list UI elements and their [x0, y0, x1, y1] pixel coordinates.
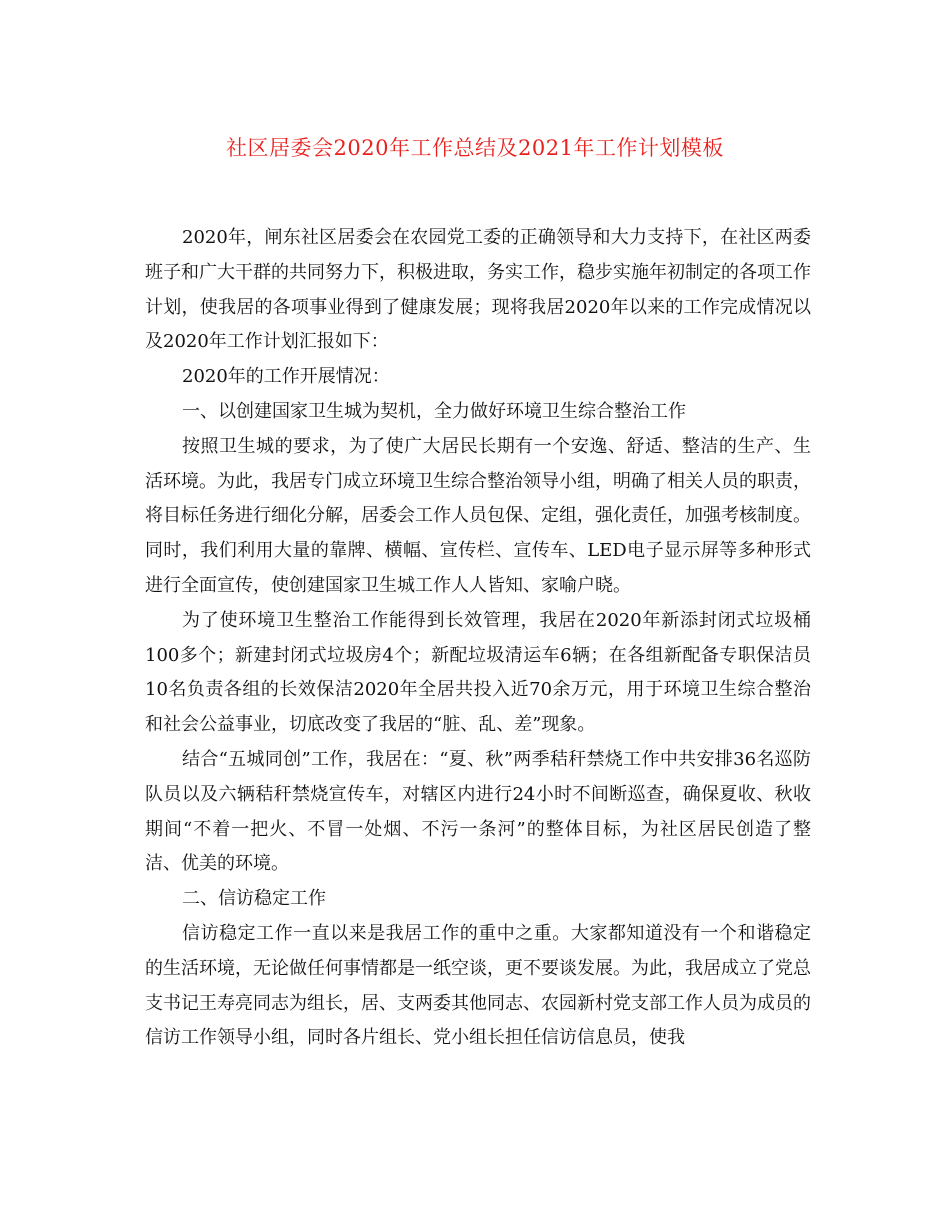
document-body	[145, 221, 811, 1056]
paragraph-work-status: 2020年的工作开展情况：	[182, 366, 390, 388]
document-title: 社区居委会2020年工作总结及2021年工作计划模板	[226, 136, 724, 160]
section-heading-sanitation: 一、以创建国家卫生城为契机，全力做好环境卫生综合整治工作	[182, 400, 686, 422]
paragraph-petition-stability: 信访稳定工作一直以来是我居工作的重中之重。大家都知道没有一个和谐稳定的生活环境，无论做任何事情都是一纸空谈，更不要谈发展。为此，我居成立了党总支书记王寿亮同志为组长，居、支两委其他同志、农园新村党支部工作人员为成员的信访工作领导小组，同时各片组长、党小组长担任信访信息员，使我	[145, 922, 811, 1049]
paragraph-intro: 2020年，闸东社区居委会在农园党工委的正确领导和大力支持下，在社区两委班子和广大干群的共同努力下，积极进取，务实工作，稳步实施年初制定的各项工作计划，使我居的各项事业得到了健康发展；现将我居2020年以来的工作完成情况以及2020年工作计划汇报如下：	[145, 227, 811, 353]
section-heading-petition: 二、信访稳定工作	[182, 888, 326, 910]
paragraph-straw-burning: 结合“五城同创”工作，我居在：“夏、秋”两季秸秆禁烧工作中共安排36名巡防队员以及六辆秸秆禁烧宣传车，对辖区内进行24小时不间断巡查，确保夏收、秋收期间“不着一把火、不冒一处烟、不污一条河”的整体目标，为社区居民创造了整洁、优美的环境。	[145, 748, 811, 875]
paragraph-sanitation-requirements: 按照卫生城的要求，为了使广大居民长期有一个安逸、舒适、整洁的生产、生活环境。为此，我居专门成立环境卫生综合整治领导小组，明确了相关人员的职责，将目标任务进行细化分解，居委会工作人员包保、定组，强化责任，加强考核制度。同时，我们利用大量的靠牌、横幅、宣传栏、宣传车、LED电子显示屏等多种形式进行全面宣传，使创建国家卫生城工作人人皆知、家喻户晓。	[145, 435, 811, 596]
paragraph-sanitation-investment: 为了使环境卫生整治工作能得到长效管理，我居在2020年新添封闭式垃圾桶100多个；新建封闭式垃圾房4个；新配垃圾清运车6辆；在各组新配备专职保洁员10名负责各组的长效保洁2020年全居共投入近70余万元，用于环境卫生综合整治和社会公益事业，切底改变了我居的“脏、乱、差”现象。	[145, 609, 811, 736]
